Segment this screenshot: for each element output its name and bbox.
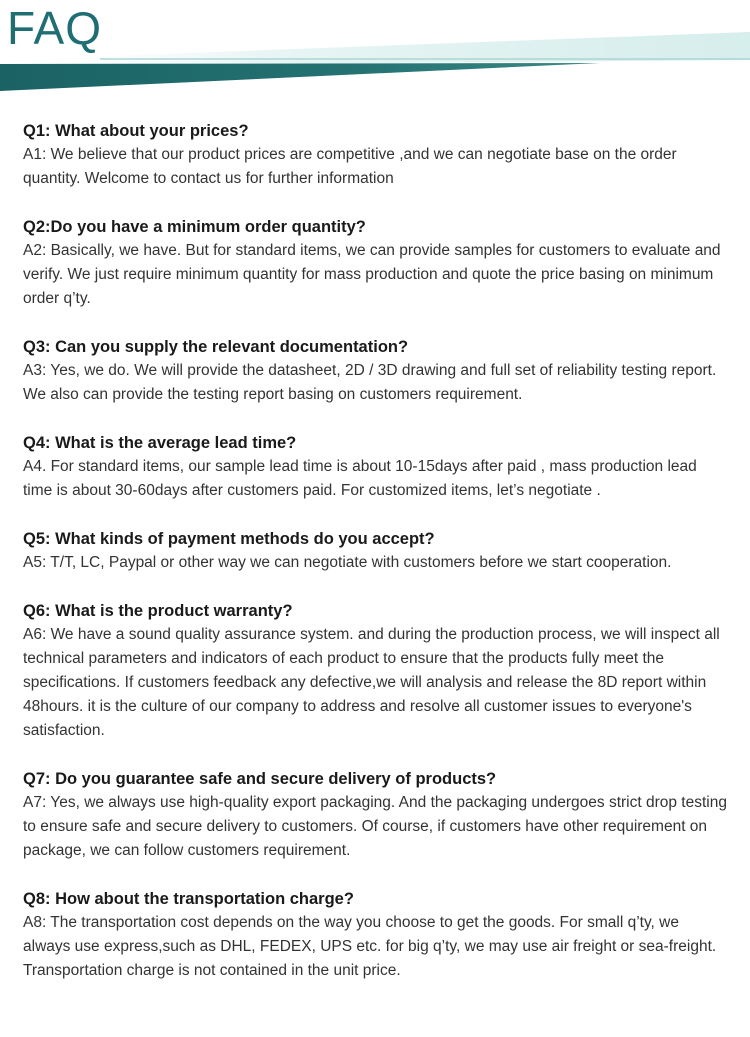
faq-question: Q3: Can you supply the relevant documentation? — [23, 338, 409, 356]
faq-answer: A7: Yes, we always use high-quality export packaging. And the packaging undergoes strict drop testing to ensure safe and secure delivery to customers. Of course, if customers have other requirement on package, we can follow customers requirement. — [23, 794, 727, 859]
faq-item-6 — [23, 599, 728, 743]
faq-item-2 — [23, 215, 728, 311]
faq-item-1 — [23, 119, 728, 191]
faq-answer: A4. For standard items, our sample lead time is about 10-15days after paid , mass production lead time is about 30-60days after customers paid. For customized items, let’s negotiate . — [23, 458, 697, 499]
faq-answer: A1: We believe that our product prices are competitive ,and we can negotiate base on the order quantity. Welcome to contact us for further information — [23, 146, 677, 187]
header-banner — [0, 0, 750, 95]
faq-question: Q2:Do you have a minimum order quantity? — [23, 218, 366, 236]
faq-answer: A5: T/T, LC, Paypal or other way we can negotiate with customers before we start cooperation. — [23, 554, 672, 571]
faq-answer: A8: The transportation cost depends on the way you choose to get the goods. For small q’ty, we always use express,such as DHL, FEDEX, UPS etc. for big q’ty, we may use air freight or sea-freight. Transportation charge is not contained in the unit price. — [23, 914, 717, 979]
banner-light-swoosh — [0, 32, 750, 66]
banner-decoration — [0, 0, 750, 95]
faq-answer: A6: We have a sound quality assurance system. and during the production process, we will inspect all technical parameters and indicators of each product to ensure that the products fully meet the specifications. If customers feedback any defective,we will analysis and release the 8D report within 48hours. it is the culture of our company to address and resolve all customer issues to everyone's satisfaction. — [23, 626, 720, 739]
banner-dark-wedge — [0, 63, 600, 91]
faq-question: Q5: What kinds of payment methods do you accept? — [23, 530, 435, 548]
faq-item-7 — [23, 767, 728, 863]
faq-list — [23, 119, 728, 1007]
faq-question: Q4: What is the average lead time? — [23, 434, 297, 452]
faq-item-3 — [23, 335, 728, 407]
faq-question: Q6: What is the product warranty? — [23, 602, 293, 620]
faq-answer: A2: Basically, we have. But for standard items, we can provide samples for customers to evaluate and verify. We just require minimum quantity for mass production and quote the price basing on minimum order q’ty. — [23, 242, 721, 307]
faq-item-5 — [23, 527, 728, 575]
faq-question: Q8: How about the transportation charge? — [23, 890, 354, 908]
faq-question: Q1: What about your prices? — [23, 122, 249, 140]
faq-item-4 — [23, 431, 728, 503]
faq-question: Q7: Do you guarantee safe and secure delivery of products? — [23, 770, 497, 788]
page-title: FAQ — [7, 2, 103, 54]
faq-answer: A3: Yes, we do. We will provide the datasheet, 2D / 3D drawing and full set of reliability testing report. We also can provide the testing report basing on customers requirement. — [23, 362, 717, 403]
faq-item-8 — [23, 887, 728, 983]
